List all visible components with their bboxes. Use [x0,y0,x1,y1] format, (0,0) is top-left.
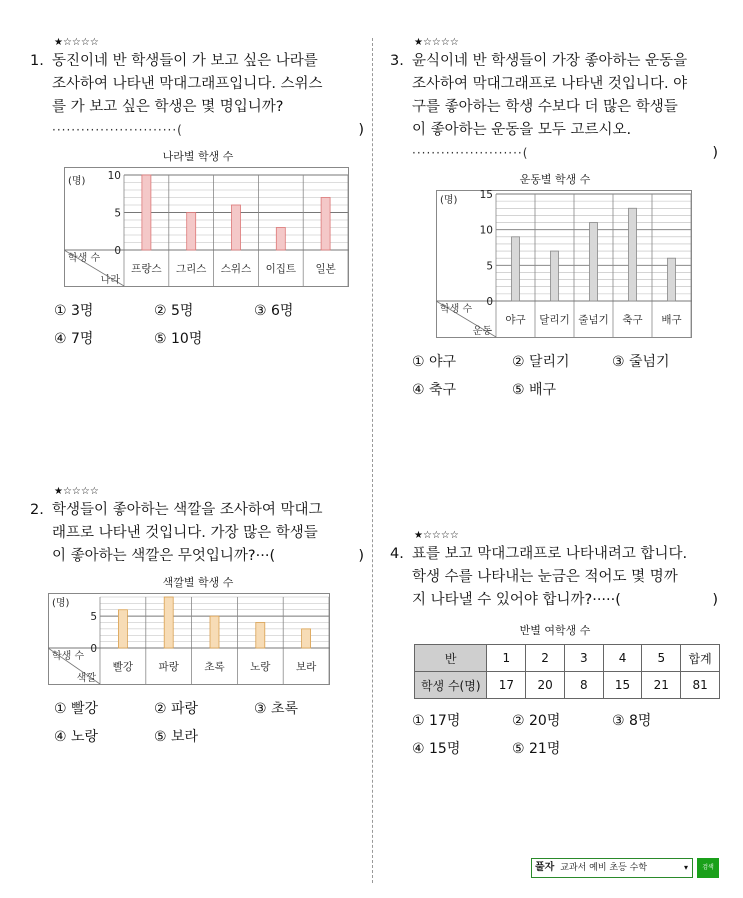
option-1[interactable]: ① 3명 [54,303,94,319]
option-3[interactable]: ③ 줄넘기 [612,354,670,370]
corner-label-top: 학생 수 [68,253,101,264]
question-text-line: 윤식이네 반 학생들이 가장 좋아하는 운동을 [412,53,688,69]
x-tick-label: 그리스 [175,263,207,275]
x-tick-label: 보라 [295,661,317,673]
x-tick-label: 야구 [505,314,526,326]
table-title: 반별 여학생 수 [519,624,591,637]
option-2[interactable]: ② 20명 [512,713,561,729]
question-text-line: 학생 수를 나타내는 눈금은 적어도 몇 명까 [412,569,678,585]
bar-chart-color [48,593,330,685]
y-axis-unit: (명) [68,176,86,187]
option-2[interactable]: ② 파랑 [154,701,199,717]
table-cell: 5 [642,645,681,672]
answer-paren-close: ) [712,592,718,608]
bar-프랑스 [142,175,151,250]
difficulty-stars: ★☆☆☆☆ [54,37,99,48]
dropdown-arrow-icon[interactable]: ▾ [683,863,688,872]
corner-label-bottom: 색깔 [76,673,96,684]
y-tick-label: 5 [114,207,121,220]
bar-빨강 [118,610,127,648]
x-tick-label: 노랑 [250,661,271,673]
chart-2 [48,593,366,689]
x-tick-label: 빨강 [112,661,134,673]
y-axis-unit: (명) [440,195,458,206]
question-text-line: 를 가 보고 싶은 학생은 몇 명입니까? [52,99,284,115]
search-button[interactable]: 검색 [697,858,719,878]
answer-paren-close: ) [712,145,718,161]
option-1[interactable]: ① 17명 [412,713,461,729]
table-cell: 반 [415,645,487,672]
chart-frame [65,168,349,287]
table-cell: 3 [564,645,603,672]
difficulty-stars: ★☆☆☆☆ [414,530,459,541]
option-4[interactable]: ④ 노랑 [54,729,99,745]
corner-label-top: 학생 수 [440,304,473,315]
search-bar[interactable] [531,858,693,878]
x-tick-label: 달리기 [539,314,570,326]
bar-스위스 [232,205,241,250]
bar-줄넘기 [590,223,598,301]
question-number: 3. [390,53,404,69]
chart-title: 운동별 학생 수 [519,173,591,186]
option-4[interactable]: ④ 15명 [412,741,461,757]
y-tick-label: 15 [479,190,493,201]
question-text-line: 동진이네 반 학생들이 가 보고 싶은 나라를 [52,53,318,69]
answer-options [54,695,366,751]
bar-배구 [668,258,676,301]
bar-축구 [629,208,637,301]
x-tick-label: 스위스 [220,263,252,275]
answer-paren-close: ) [358,548,364,564]
corner-label-bottom: 운동 [472,326,492,337]
question-number: 1. [30,53,44,69]
bar-일본 [321,198,330,251]
chart-title: 나라별 학생 수 [162,150,234,163]
x-tick-label: 배구 [661,314,682,326]
x-tick-label: 이집트 [265,263,297,275]
bar-노랑 [256,623,265,649]
difficulty-stars: ★☆☆☆☆ [414,37,459,48]
chart-frame [49,594,330,685]
table-cell: 4 [603,645,642,672]
y-tick-label: 10 [479,224,493,237]
y-tick-label: 0 [114,245,121,257]
question-text-line: 조사하여 막대그래프로 나타낸 것입니다. 야 [412,76,688,92]
answer-options [54,297,366,353]
x-tick-label: 파랑 [158,661,179,673]
x-tick-label: 초록 [204,661,225,673]
question-4 [390,531,720,763]
question-text-line: 지 나타낼 수 있어야 합니까?·····( [412,592,621,608]
table-cell: 15 [603,672,642,699]
table-cell: 17 [487,672,526,699]
bar-이집트 [276,228,285,251]
x-tick-label: 축구 [622,314,643,326]
option-5[interactable]: ⑤ 10명 [154,331,203,347]
search-text: 교과서 예비 초등 수학 [560,863,648,873]
question-number: 4. [390,546,404,562]
table-cell: 8 [564,672,603,699]
bar-chart-sport [436,190,692,338]
difficulty-stars: ★☆☆☆☆ [54,486,99,497]
question-1 [30,38,366,353]
table-cell: 21 [642,672,681,699]
question-3 [390,38,720,404]
table-row [415,672,720,699]
answer-paren-close: ) [358,122,364,138]
corner-label-bottom: 나라 [100,275,120,286]
bar-달리기 [551,251,559,301]
answer-dots: ·······················( [412,146,529,160]
x-tick-label: 프랑스 [131,263,162,275]
table-cell: 학생 수(명) [415,672,487,699]
option-4[interactable]: ④ 축구 [412,382,457,398]
table-cell: 2 [526,645,565,672]
option-5[interactable]: ⑤ 배구 [512,382,557,398]
data-table [414,644,720,699]
question-text-line: 조사하여 나타낸 막대그래프입니다. 스위스 [52,76,323,92]
option-3[interactable]: ③ 6명 [254,303,294,319]
question-text-line: 이 좋아하는 운동을 모두 고르시오. [412,122,632,138]
option-5[interactable]: ⑤ 21명 [512,741,561,757]
question-text-line: 이 좋아하는 색깔은 무엇입니까?···( [52,548,276,564]
question-text-line: 구를 좋아하는 학생 수보다 더 많은 학생들 [412,99,678,115]
table-cell: 합계 [681,645,720,672]
answer-options [412,707,720,763]
bar-파랑 [164,597,173,648]
table-cell: 20 [526,672,565,699]
bar-야구 [512,237,520,301]
chart-title: 색깔별 학생 수 [162,576,234,589]
y-tick-label: 0 [90,643,97,655]
question-text-line: 표를 보고 막대그래프로 나타내려고 합니다. [412,546,688,562]
answer-options [412,348,720,404]
x-tick-label: 줄넘기 [578,314,609,326]
question-text-line: 학생들이 좋아하는 색깔을 조사하여 막대그 [52,502,323,518]
bar-chart-country [64,167,349,287]
y-tick-label: 5 [90,611,97,624]
table-row [415,645,720,672]
option-5[interactable]: ⑤ 보라 [154,729,199,745]
column-divider [372,38,373,883]
option-1[interactable]: ① 야구 [412,354,457,370]
question-text-line: 래프로 나타낸 것입니다. 가장 많은 학생들 [52,525,318,541]
bar-보라 [302,629,311,648]
x-tick-label: 일본 [315,263,336,275]
corner-label-top: 학생 수 [52,651,85,662]
question-number: 2. [30,502,44,518]
option-3[interactable]: ③ 8명 [612,713,652,729]
question-2 [30,487,366,751]
chart-3 [436,190,720,342]
option-4[interactable]: ④ 7명 [54,331,94,347]
chart-1 [64,167,366,291]
y-tick-label: 5 [486,260,493,273]
answer-dots: ··························( [52,123,183,137]
table-cell: 1 [487,645,526,672]
option-2[interactable]: ② 5명 [154,303,194,319]
y-tick-label: 0 [486,296,493,308]
table-cell: 81 [681,672,720,699]
option-3[interactable]: ③ 초록 [254,701,299,717]
bar-초록 [210,616,219,648]
y-axis-unit: (명) [52,598,70,609]
bar-그리스 [187,213,196,251]
option-2[interactable]: ② 달리기 [512,354,570,370]
option-1[interactable]: ① 빨강 [54,701,99,717]
brand-label: 풀자 [535,862,555,873]
y-tick-label: 10 [107,170,121,182]
